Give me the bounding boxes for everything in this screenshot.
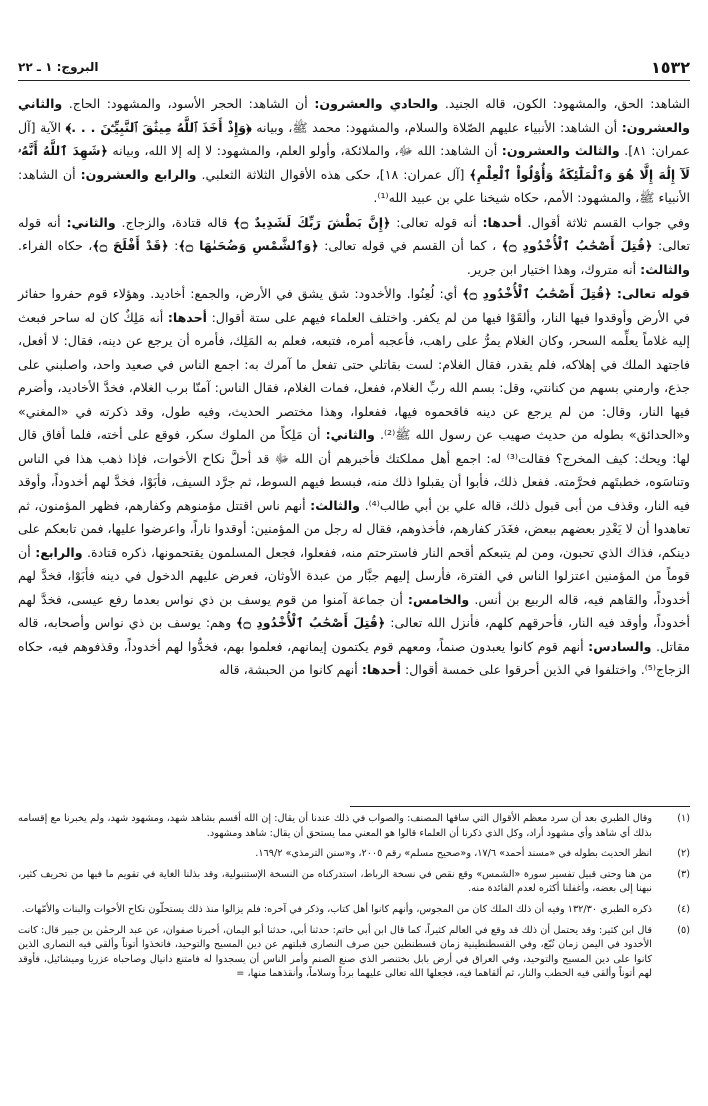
- paragraph: [18, 211, 690, 282]
- bold-heading: والرابع والعشرون:: [80, 166, 197, 182]
- bold-heading: والحادي والعشرون:: [314, 96, 439, 111]
- text-run: [آل عمران: ١٨]، حكى هذه الأقوال الثلاثة الثعلبي.: [201, 166, 465, 182]
- paragraph: [18, 282, 690, 682]
- bold-heading: والثاني:: [325, 427, 375, 442]
- running-title: البروج: ١ ـ ٢٢: [18, 60, 99, 74]
- text-run: أنه متروك، وهذا اختيار ابن جرير.: [466, 261, 637, 277]
- footnote-text: وقال الطبري بعد أن سرد معظم الأقوال التي ساقها المصنف: والصواب في ذلك عندنا أن يقال: إن الله أقسم بشاهد شهد، ومشهود شهد، ولم يخبرنا مع إقسامه بذلك أي شاهد وأي مشهود أراد، وكل الذي ذكرنا أن العلماء قالوا هو المعني مما يستحق أن يقال: شاهد ومشهود.: [18, 813, 652, 839]
- main-text: [18, 92, 690, 683]
- text-run: أن الشاهد: الله ﷻ، والملائكة، وأولو العلم، والمشهود: لا إله إلا الله، وبيانه: [112, 143, 498, 158]
- footnote-text: من هنا وحتى قبيل تفسير سورة «الشمس» وقع نقص في نسخة الرباط، استدركناه من النسخة الإستنبولية، وقد بذلنا الغاية في تقويم ما فيها من تحريف كثير، نبهنا إلى بعضه، وأغفلنا أكثره لعدم الفائدة منه.: [18, 868, 652, 895]
- page-header: [18, 56, 690, 81]
- bold-heading: والثاني:: [66, 214, 116, 230]
- footnote-number: (٤): [677, 903, 690, 915]
- text-run: أنه مَلِكٌ كان له ساحر فبعث إليه غلاماً يعلِّمه السحر، وكان الغلام يمرُّ على راهب، فأعجبه أمره، فتبعه، فعلم به المَلِك، فأمره أن يرجع عن دينه، فقال: لا أفعل، فاجتهد الملك في إهلاكه، فلم يقدر، فقال الغلام: لست بقاتلي حتى تفعل ما آمرك به: اجمع الناس في صعيد واحد، واصلبني على جذع، وارمني بسهم من كنانتي، وقل: بسم الله ربِّ الغلام، ففعل، فمات الغلام، فقال الناس: آمنّا برب الغلام، فخدَّ الأخاديد، وأضرم فيها النار، وقال: من لم يرجع عن دينه فاقحموه فيها، ففعلوا، وهذا مختصر الحديث، وفيه طول، وقد ذكرته في «المغني» و«الحدائق» بطوله من حديث صهيب عن رسول الله ﷺ⁽²⁾.: [18, 309, 690, 442]
- quran-quote: ﴿قَدْ أَفْلَحَ ۝﴾: [92, 238, 169, 253]
- text-run: قاله قتادة، والزجاج.: [121, 214, 228, 230]
- text-run: أي: لُعِنُوا. والأخدود: شق يشق في الأرض، والجمع: أخاديد. وهؤلاء قوم حفروا حفائر في الأرض وأوقدوا فيها النار، وألقَوْا فيها من لم يكفر. واختلف العلماء فيهم على ستة أقوال:: [18, 286, 690, 325]
- footnote-number: (٣): [677, 868, 690, 880]
- text-run: أن مَلِكاً من الملوك سكر، فوقع على أخته، فلما أفاق قال لها: ويحك: كيف المخرج؟ فقالت⁽³⁾ له: اجمع أهل مملكتك فأخبرهم أن الله ﷻ قد أحلَّ نكاح الأخوات، فإذا ذهب هذا في الناس وتناسَوه، خطبتَهم فحرَّمته. ففعل ذلك، فأبوا أن يقبلوا ذلك منه، فبسط فيهم السوط، ثم جرَّد السيف، فأبَوْا، فخدَّ لهم أخدوداً، وأوقد فيه النار، وقذف من أبى قبول ذلك، قاله علي بن أبي طالب⁽⁴⁾.: [18, 427, 690, 513]
- text-run: :: [174, 238, 179, 253]
- text-run: وهم: يوسف بن ذي نواس وأصحابه، قاله مقاتل.: [18, 615, 690, 654]
- bold-heading: قوله تعالى:: [616, 286, 690, 301]
- text-run: أن الشاهد: الحجر الأسود، والمشهود: الحاج.: [68, 96, 308, 111]
- text-run: الآية [آل عمران: ٨١].: [18, 119, 690, 158]
- footnote: [18, 847, 690, 862]
- text-run: أن قوماً من المؤمنين اعتزلوا الناس في الفترة، فأرسل إليهم جبَّار من عبدة الأوثان، فعرض عليهم الدخول في دينه فأبَوْا، فخدَّ لهم أخدوداً، والقاهم فيه، قاله الربيع بن أنس.: [18, 544, 690, 607]
- quran-quote: ﴿إِنَّ بَطْشَ رَبِّكَ لَشَدِيدٌ ۝﴾: [233, 214, 391, 230]
- footnote-number: (٢): [677, 848, 690, 860]
- text-run: أن الشاهد: الأنبياء عليهم الصّلاة والسلام، والمشهود: محمد ﷺ، وبيانه: [256, 119, 618, 135]
- bold-heading: والسادس:: [588, 638, 652, 654]
- footnote-separator: [350, 806, 690, 807]
- bold-heading: أحدها:: [361, 662, 401, 677]
- bold-heading: والرابع:: [35, 544, 83, 560]
- bold-heading: والثالث:: [640, 261, 690, 277]
- quran-quote: ﴿قُتِلَ أَصْحَٰبُ ٱلْأُخْدُودِ ۝﴾: [236, 615, 386, 630]
- text-run: ، كما أن القسم في قوله تعالى:: [324, 238, 497, 253]
- bold-heading: والثالث والعشرون:: [501, 143, 620, 158]
- text-run: الشاهد: الحق، والمشهود: الكون، قاله الجنيد.: [444, 96, 690, 111]
- footnote-text: قال ابن كثير: وقد يحتمل أن ذلك قد وقع في العالم كثيراً، كما قال ابن أبي حاتم: حدثنا أبي، حدثنا أبو اليمان، أخبرنا صفوان، عن عبد الرحمٰن بن جبير قال: كانت الأخدود في اليمن زمان تُبّع، وفي القسطنطينية زمان قسطنطين حين صرف النصارى قبلتهم عن دين المسيح والتوحيد، فاتخذوا أتوناً وألقي فيه النصارى الذين كانوا على دين المسيح والتوحيد، وفي العراق في أرض بابل بختنصر الذي صنع الصنم وأمر الناس أن يسجدوا له فامتنع دانيال وصاحباه عزريا وميشائيل، فأوقد لهم أتوناً وألقى فيه الحطب والنار، ثم ألقاهما فيه، فجعلها الله تعالى عليهما برداً وسلاماً، وأنقذهما منها، =: [18, 924, 652, 980]
- text-run: أنه قوله تعالى:: [396, 214, 477, 230]
- text-run: أن الشاهد: الأنبياء ﷺ، والمشهود: الأمم، حكاه شيخنا علي بن عبيد الله⁽¹⁾.: [18, 166, 690, 205]
- footnote: [18, 903, 690, 918]
- footnote-number: (١): [677, 813, 690, 824]
- bold-heading: أحدها:: [167, 309, 207, 325]
- quran-quote: ﴿قُتِلَ أَصْحَٰبُ ٱلْأُخْدُودِ ۝﴾: [501, 238, 653, 253]
- quran-quote: ﴿شَهِدَ ٱللَّهُ أَنَّهُۥ لَآ إِلَٰهَ إِلَّا هُوَ وَٱلْمَلَٰٓئِكَةُ وَأُوْلُواْ ٱلْعِلْمِ﴾: [18, 143, 690, 182]
- footnote-text: انظر الحديث بطوله في «مسند أحمد» ١٧/٦، و«صحيح مسلم» رقم ٢٠٠٥، و«سنن الترمذي» ١٦٩/٢.: [255, 848, 652, 860]
- footnote: [18, 868, 690, 897]
- text-run: أنهم قوم كانوا يعبدون صنماً، ومعهم قوم يكتمون إيمانهم، فعلموا بهم، فخدُّوا لهم أخدوداً، وقذفوهم فيه، حكاه الزجاج⁽⁵⁾. واختلفوا في الذين أحرقوا على خمسة أقوال:: [18, 638, 690, 677]
- footnotes: [18, 812, 690, 988]
- text-run: أنهم ناس اقتتل مؤمنوهم وكفارهم، فظهر المؤمنون، ثم تعاهدوا أن لا يَغْدِر بعضهم ببعض، فغَدَر كفارهم، فأخذوهم، فقال له رجل من المؤمنين: أوقدوا ناراً، واعرضوا عليها، فمن تابعكم على دينكم، فذاك الذي تحبون، ومن لم يتبعكم أقحم النار فاسترحتم منه، ففعلوا، فجعل المسلمون يقتحمونها، ذكره قتادة.: [18, 497, 690, 560]
- bold-heading: أحدها:: [482, 214, 522, 230]
- bold-heading: والثالث:: [310, 497, 361, 513]
- quran-quote: ﴿وَإِذْ أَخَذَ ٱللَّهُ مِيثَٰقَ ٱلنَّبِيِّـۧنَ . . .﴾: [65, 119, 252, 135]
- quran-quote: ﴿قُتِلَ أَصْحَٰبُ ٱلْأُخْدُودِ ۝﴾: [462, 286, 612, 301]
- paragraph: [18, 92, 690, 210]
- bold-heading: والثاني والعشرون:: [18, 96, 690, 135]
- bold-heading: والخامس:: [407, 591, 470, 607]
- footnote: [18, 812, 690, 841]
- text-run: ، حكاه الفراء.: [18, 238, 93, 253]
- page-number: ١٥٣٢: [650, 58, 690, 77]
- footnote-text: ذكره الطبري ١٣٢/٣٠ وفيه أن ذلك الملك كان من المجوس، وأنهم كانوا أهل كتاب، وذكر في آخره: فلم يزالوا منذ ذلك يستحلّون نكاح الأخوات والبنات والأمّهات.: [21, 903, 652, 915]
- text-run: أنه قوله تعالى:: [18, 214, 690, 253]
- text-run: أن جماعة آمنوا من قوم يوسف بن ذي نواس بعدما رفع عيسى، فخدَّ لهم أخدوداً، وأوقد فيه النار، فأحرقهم كلهم، فأنزل الله تعالى:: [18, 591, 690, 630]
- text-run: أنهم كانوا من الحبشة، قاله: [219, 662, 358, 677]
- text-run: وفي جواب القسم ثلاثة أقوال.: [527, 214, 691, 230]
- quran-quote: ﴿وَٱلشَّمْسِ وَضُحَىٰهَا ۝﴾: [178, 238, 319, 253]
- footnote: [18, 924, 690, 982]
- footnote-number: (٥): [677, 924, 690, 936]
